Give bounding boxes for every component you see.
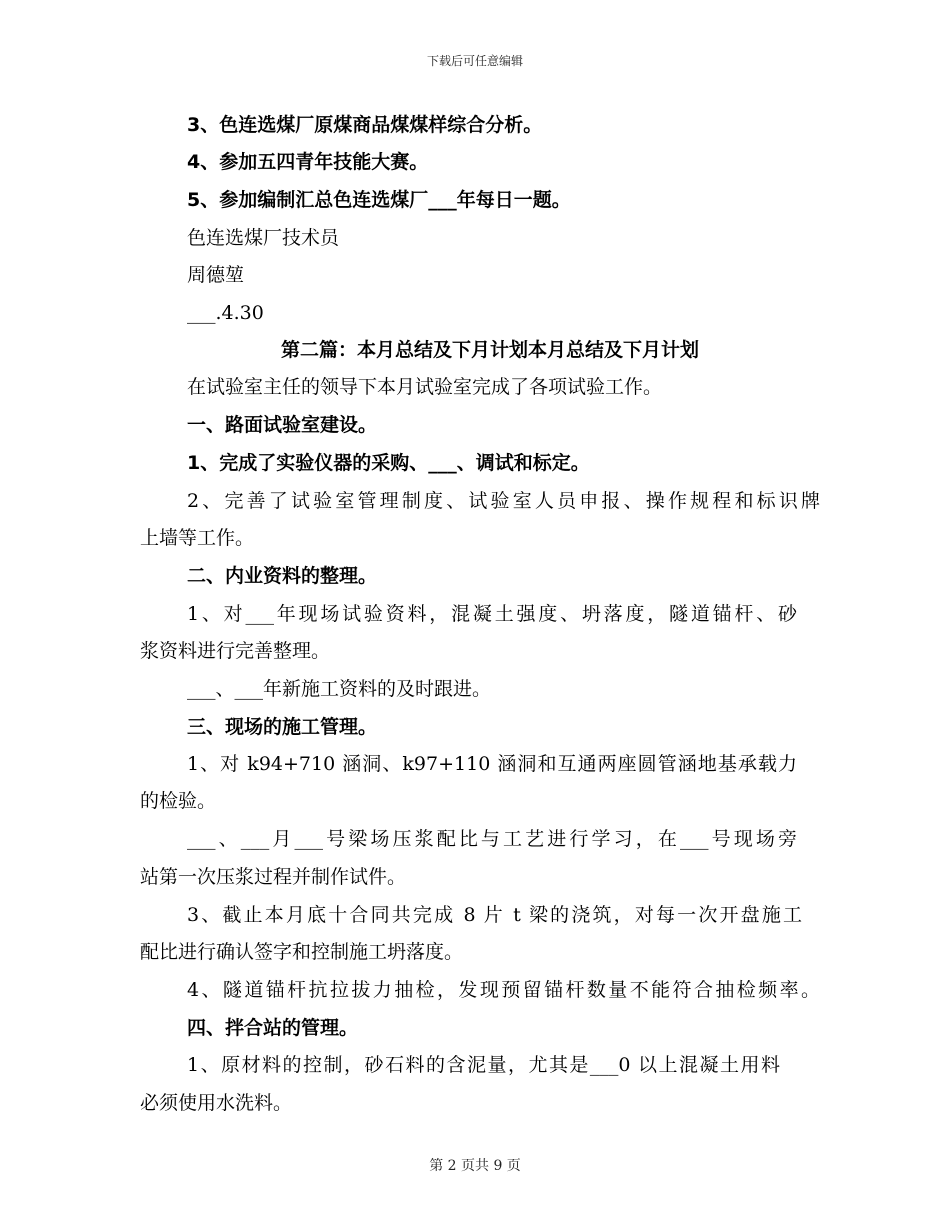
paragraph: 1、对___年现场试验资料，混凝土强度、坍落度，隧道锚杆、砂 (187, 603, 797, 625)
paragraph-continued: 上墙等工作。 (140, 527, 255, 549)
paragraph: 2、完善了试验室管理制度、试验室人员申报、操作规程和标识牌 (187, 490, 820, 512)
section-heading: 二、内业资料的整理。 (187, 565, 378, 587)
list-item: 3、色连选煤厂原煤商品煤煤样综合分析。 (187, 114, 543, 136)
paragraph: 3、截止本月底十合同共完成 8 片 t 梁的浇筑，对每一次开盘施工 (187, 904, 802, 926)
paragraph: ___、___月___号梁场压浆配比与工艺进行学习，在___号现场旁 (187, 828, 797, 850)
paragraph-continued: 的检验。 (140, 790, 217, 812)
signature-date: ___.4.30 (187, 302, 264, 324)
paragraph-continued: 浆资料进行完善整理。 (140, 640, 331, 662)
signature-org: 色连选煤厂技术员 (187, 227, 340, 249)
list-item: 4、参加五四青年技能大赛。 (187, 151, 429, 173)
paragraph: 1、对 k94+710 涵洞、k97+110 涵洞和互通两座圆管涵地基承载力 (187, 753, 797, 775)
paragraph-continued: 必须使用水洗料。 (140, 1092, 293, 1114)
paragraph: 在试验室主任的领导下本月试验室完成了各项试验工作。 (187, 376, 663, 398)
list-item: 5、参加编制汇总色连选煤厂___年每日一题。 (187, 189, 571, 211)
page-footer: 第 2 页共 9 页 (429, 1158, 521, 1174)
list-item: 1、完成了实验仪器的采购、___、调试和标定。 (187, 452, 590, 474)
signature-name: 周德堃 (187, 264, 245, 286)
section-heading: 四、拌合站的管理。 (187, 1017, 359, 1039)
section-heading: 三、现场的施工管理。 (187, 716, 378, 738)
paragraph-continued: 配比进行确认签字和控制施工坍落度。 (140, 941, 464, 963)
paragraph-continued: 站第一次压浆过程并制作试件。 (140, 866, 407, 888)
paragraph: 4、隧道锚杆抗拉拔力抽检，发现预留锚杆数量不能符合抽检频率。 (187, 979, 820, 1001)
paragraph: ___、___年新施工资料的及时跟进。 (187, 678, 492, 700)
section-title: 第二篇：本月总结及下月计划本月总结及下月计划 (280, 339, 699, 361)
section-heading: 一、路面试验室建设。 (187, 414, 378, 436)
page-header: 下载后可任意编辑 (426, 54, 523, 68)
paragraph: 1、原材料的控制，砂石料的含泥量，尤其是___0 以上混凝土用料 (187, 1054, 780, 1076)
